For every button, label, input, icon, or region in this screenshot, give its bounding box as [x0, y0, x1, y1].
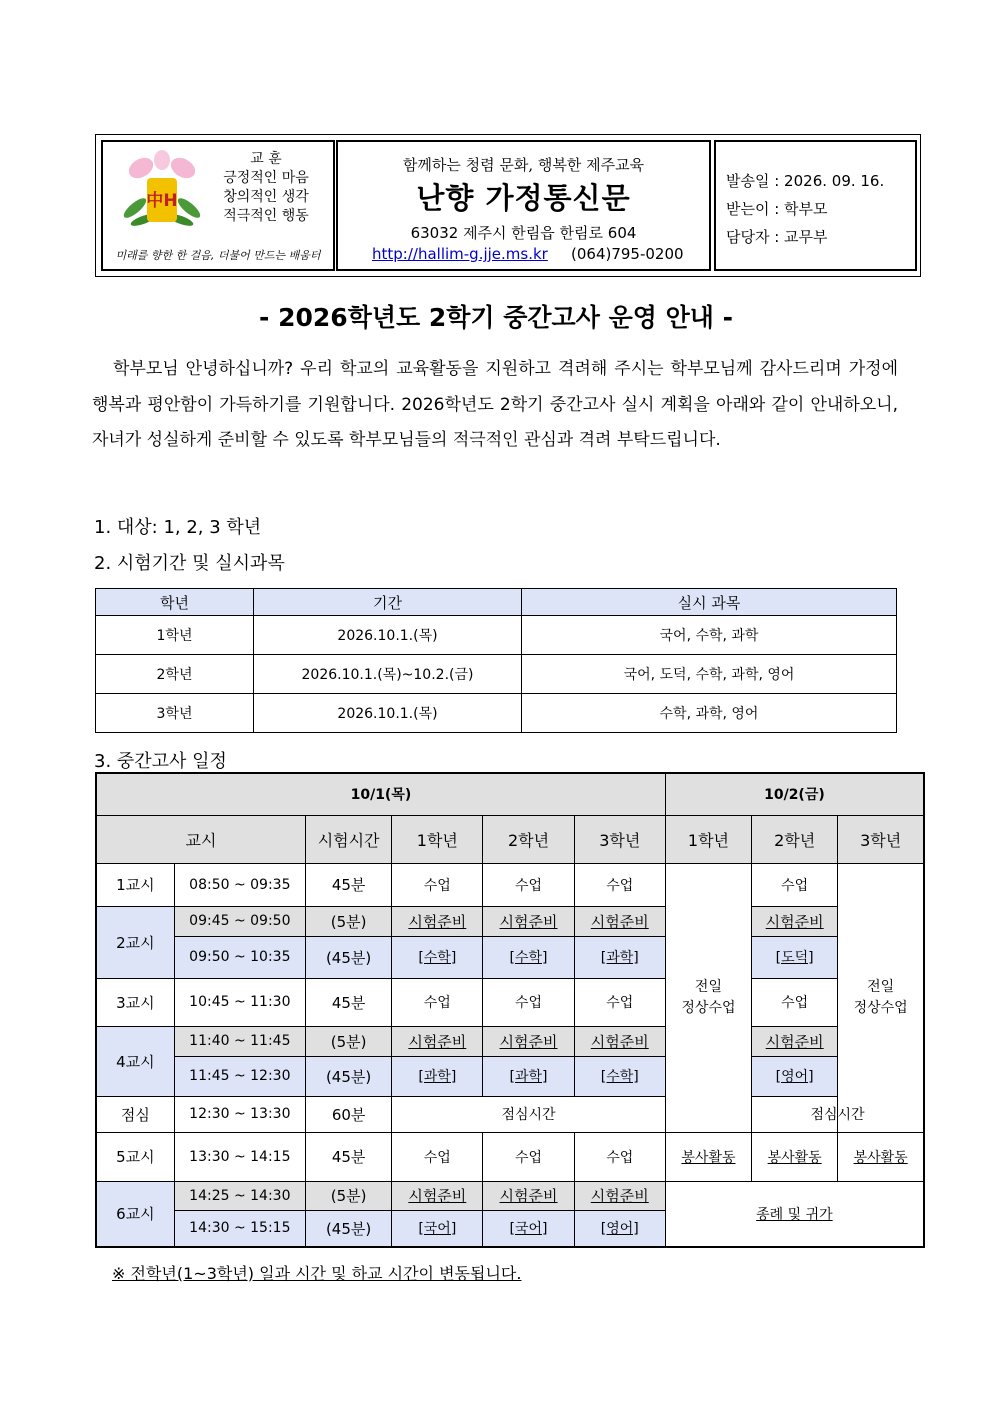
- cell-lunch: 점심시간: [392, 1096, 666, 1132]
- table-row: [96, 1026, 924, 1056]
- cell-grade: 2학년: [96, 655, 254, 694]
- period-time: 11:45 ~ 12:30: [174, 1056, 305, 1096]
- cell-class: 수업: [483, 978, 574, 1026]
- cell-exam-subject: [과학]: [483, 1056, 574, 1096]
- period-time: 12:30 ~ 13:30: [174, 1096, 305, 1132]
- period-time: 09:45 ~ 09:50: [174, 906, 305, 936]
- period-duration: (45분): [306, 1056, 392, 1096]
- school-slogan: 미래를 향한 한 걸음, 더불어 만드는 배움터: [115, 249, 321, 262]
- cell-class: 수업: [483, 1132, 574, 1181]
- school-address: 63032 제주시 한림읍 한림로 604: [410, 224, 637, 242]
- table-row: [96, 978, 924, 1026]
- table-row: [96, 1181, 924, 1210]
- school-info-box: [101, 140, 335, 271]
- cell-exam-prep: 시험준비: [392, 1181, 483, 1210]
- cell-class: 수업: [574, 978, 665, 1026]
- cell-subjects: 국어, 도덕, 수학, 과학, 영어: [522, 655, 897, 694]
- period-time: 11:40 ~ 11:45: [174, 1026, 305, 1056]
- header-grade-1: 1학년: [665, 815, 751, 863]
- period-duration: (5분): [306, 1026, 392, 1056]
- recipient: 받는이 : 학부모: [726, 200, 828, 218]
- section-target: 1. 대상: 1, 2, 3 학년: [94, 517, 262, 538]
- cell-period: 2026.10.1.(목)~10.2.(금): [254, 655, 522, 694]
- cell-class: 수업: [392, 1132, 483, 1181]
- header-period: 기간: [254, 589, 522, 616]
- period-label: 5교시: [96, 1132, 174, 1181]
- note-text: ※ 전학년(1~3학년) 일과 시간 및 하교 시간이 변동됩니다.: [112, 1264, 522, 1283]
- header-grade-2: 2학년: [752, 815, 838, 863]
- period-time: 10:45 ~ 11:30: [174, 978, 305, 1026]
- table-row: [96, 863, 924, 906]
- school-phone: (064)795-0200: [571, 245, 684, 263]
- cell-exam-subject: [도덕]: [752, 936, 838, 978]
- cell-exam-prep: 시험준비: [574, 1026, 665, 1056]
- cell-exam-subject: [수학]: [574, 1056, 665, 1096]
- period-time: 14:30 ~ 15:15: [174, 1210, 305, 1247]
- header-grade-2: 2학년: [483, 815, 574, 863]
- document-title: - 2026학년도 2학기 중간고사 운영 안내 -: [259, 303, 733, 332]
- section-exam-schedule: 3. 중간고사 일정: [94, 751, 227, 772]
- table-row: [96, 1132, 924, 1181]
- cell-class: 수업: [483, 863, 574, 906]
- period-duration: 45분: [306, 863, 392, 906]
- period-label: 점심: [96, 1096, 174, 1132]
- school-logo: [121, 150, 203, 232]
- period-duration: 45분: [306, 978, 392, 1026]
- header-subjects: 실시 과목: [522, 589, 897, 616]
- cell-grade: 1학년: [96, 616, 254, 655]
- period-duration: (45분): [306, 936, 392, 978]
- cell-exam-subject: [과학]: [574, 936, 665, 978]
- cell-class: 수업: [392, 978, 483, 1026]
- cell-exam-subject: [수학]: [483, 936, 574, 978]
- day1-header: 10/1(목): [96, 773, 665, 815]
- cell-dismissal: 종례 및 귀가: [665, 1181, 924, 1247]
- edu-slogan: 함께하는 청렴 문화, 행복한 제주교육: [402, 156, 645, 174]
- cell-grade: 3학년: [96, 694, 254, 733]
- cell-period: 2026.10.1.(목): [254, 616, 522, 655]
- issue-info-box: [714, 140, 917, 271]
- cell-exam-subject: [국어]: [392, 1210, 483, 1247]
- header-exam-time: 시험시간: [306, 815, 392, 863]
- period-duration: (5분): [306, 906, 392, 936]
- motto-line: 긍정적인 마음: [223, 170, 309, 186]
- exam-period-table: [95, 588, 897, 733]
- newsletter-header: [95, 134, 921, 277]
- table-row: [96, 1056, 924, 1096]
- motto-title: 교 훈: [250, 151, 282, 167]
- period-label: 1교시: [96, 863, 174, 906]
- cell-exam-subject: [과학]: [392, 1056, 483, 1096]
- day2-header: 10/2(금): [665, 773, 924, 815]
- period-label: 6교시: [96, 1181, 174, 1247]
- table-row: [96, 1096, 924, 1132]
- issue-date: 발송일 : 2026. 09. 16.: [726, 172, 885, 190]
- cell-volunteer: 봉사활동: [752, 1132, 838, 1181]
- table-row: [96, 616, 897, 655]
- cell-exam-subject: [영어]: [752, 1056, 838, 1096]
- logo-letters: 中H: [146, 191, 178, 211]
- cell-exam-prep: 시험준비: [483, 1181, 574, 1210]
- cell-exam-prep: 시험준비: [574, 906, 665, 936]
- period-duration: (5분): [306, 1181, 392, 1210]
- newsletter-title: 난향 가정통신문: [416, 181, 631, 215]
- cell-class: 수업: [392, 863, 483, 906]
- header-grade-1: 1학년: [392, 815, 483, 863]
- cell-exam-prep: 시험준비: [392, 1026, 483, 1056]
- table-row: [96, 655, 897, 694]
- schedule-note: [112, 1261, 521, 1284]
- cell-normal-class: 전일 정상수업: [838, 863, 924, 1132]
- period-duration: 60분: [306, 1096, 392, 1132]
- table-row: [96, 906, 924, 936]
- cell-exam-subject: [수학]: [392, 936, 483, 978]
- period-label: 3교시: [96, 978, 174, 1026]
- table-row: [96, 694, 897, 733]
- period-time: 13:30 ~ 14:15: [174, 1132, 305, 1181]
- motto-line: 적극적인 행동: [223, 208, 309, 224]
- section-exam-period: 2. 시험기간 및 실시과목: [94, 553, 285, 574]
- cell-volunteer: 봉사활동: [665, 1132, 751, 1181]
- cell-exam-prep: 시험준비: [574, 1181, 665, 1210]
- intro-text: 학부모님 안녕하십니까? 우리 학교의 교육활동을 지원하고 격려해 주시는 학부모님께 감사드리며 가정에 행복과 평안함이 가득하기를 기원합니다. 2026학년도 2학기 중간고사 실시 계획을 아래와 같이 안내하오니, 자녀가 성실하게 준비할 수 있도록 학부모님들의 적극적인 관심과 격려 부탁드립니다.: [92, 359, 898, 450]
- period-label: 2교시: [96, 906, 174, 978]
- period-time: 14:25 ~ 14:30: [174, 1181, 305, 1210]
- cell-exam-prep: 시험준비: [392, 906, 483, 936]
- cell-class: 수업: [752, 863, 838, 906]
- cell-exam-prep: 시험준비: [483, 906, 574, 936]
- header-grade-3: 3학년: [574, 815, 665, 863]
- period-duration: 45분: [306, 1132, 392, 1181]
- cell-normal-class: 전일 정상수업: [665, 863, 751, 1132]
- period-time: 08:50 ~ 09:35: [174, 863, 305, 906]
- school-website-link[interactable]: http://hallim-g.jje.ms.kr: [372, 245, 548, 263]
- cell-exam-subject: [국어]: [483, 1210, 574, 1247]
- cell-class: 수업: [574, 1132, 665, 1181]
- header-grade-3: 3학년: [838, 815, 924, 863]
- motto-line: 창의적인 생각: [223, 189, 309, 205]
- cell-period: 2026.10.1.(목): [254, 694, 522, 733]
- period-time: 09:50 ~ 10:35: [174, 936, 305, 978]
- intro-paragraph: [92, 352, 898, 459]
- period-duration: (45분): [306, 1210, 392, 1247]
- cell-exam-subject: [영어]: [574, 1210, 665, 1247]
- school-motto: [221, 150, 311, 226]
- header-grade: 학년: [96, 589, 254, 616]
- cell-lunch: 점심시간: [752, 1096, 924, 1132]
- cell-subjects: 국어, 수학, 과학: [522, 616, 897, 655]
- header-period: 교시: [96, 815, 306, 863]
- table-row: [96, 936, 924, 978]
- cell-exam-prep: 시험준비: [752, 906, 838, 936]
- cell-class: 수업: [752, 978, 838, 1026]
- newsletter-title-box: [336, 140, 711, 271]
- cell-class: 수업: [574, 863, 665, 906]
- exam-schedule-table: [95, 772, 925, 1248]
- cell-exam-prep: 시험준비: [483, 1026, 574, 1056]
- cell-subjects: 수학, 과학, 영어: [522, 694, 897, 733]
- cell-exam-prep: 시험준비: [752, 1026, 838, 1056]
- cell-volunteer: 봉사활동: [838, 1132, 924, 1181]
- person-in-charge: 담당자 : 교무부: [726, 228, 828, 246]
- period-label: 4교시: [96, 1026, 174, 1096]
